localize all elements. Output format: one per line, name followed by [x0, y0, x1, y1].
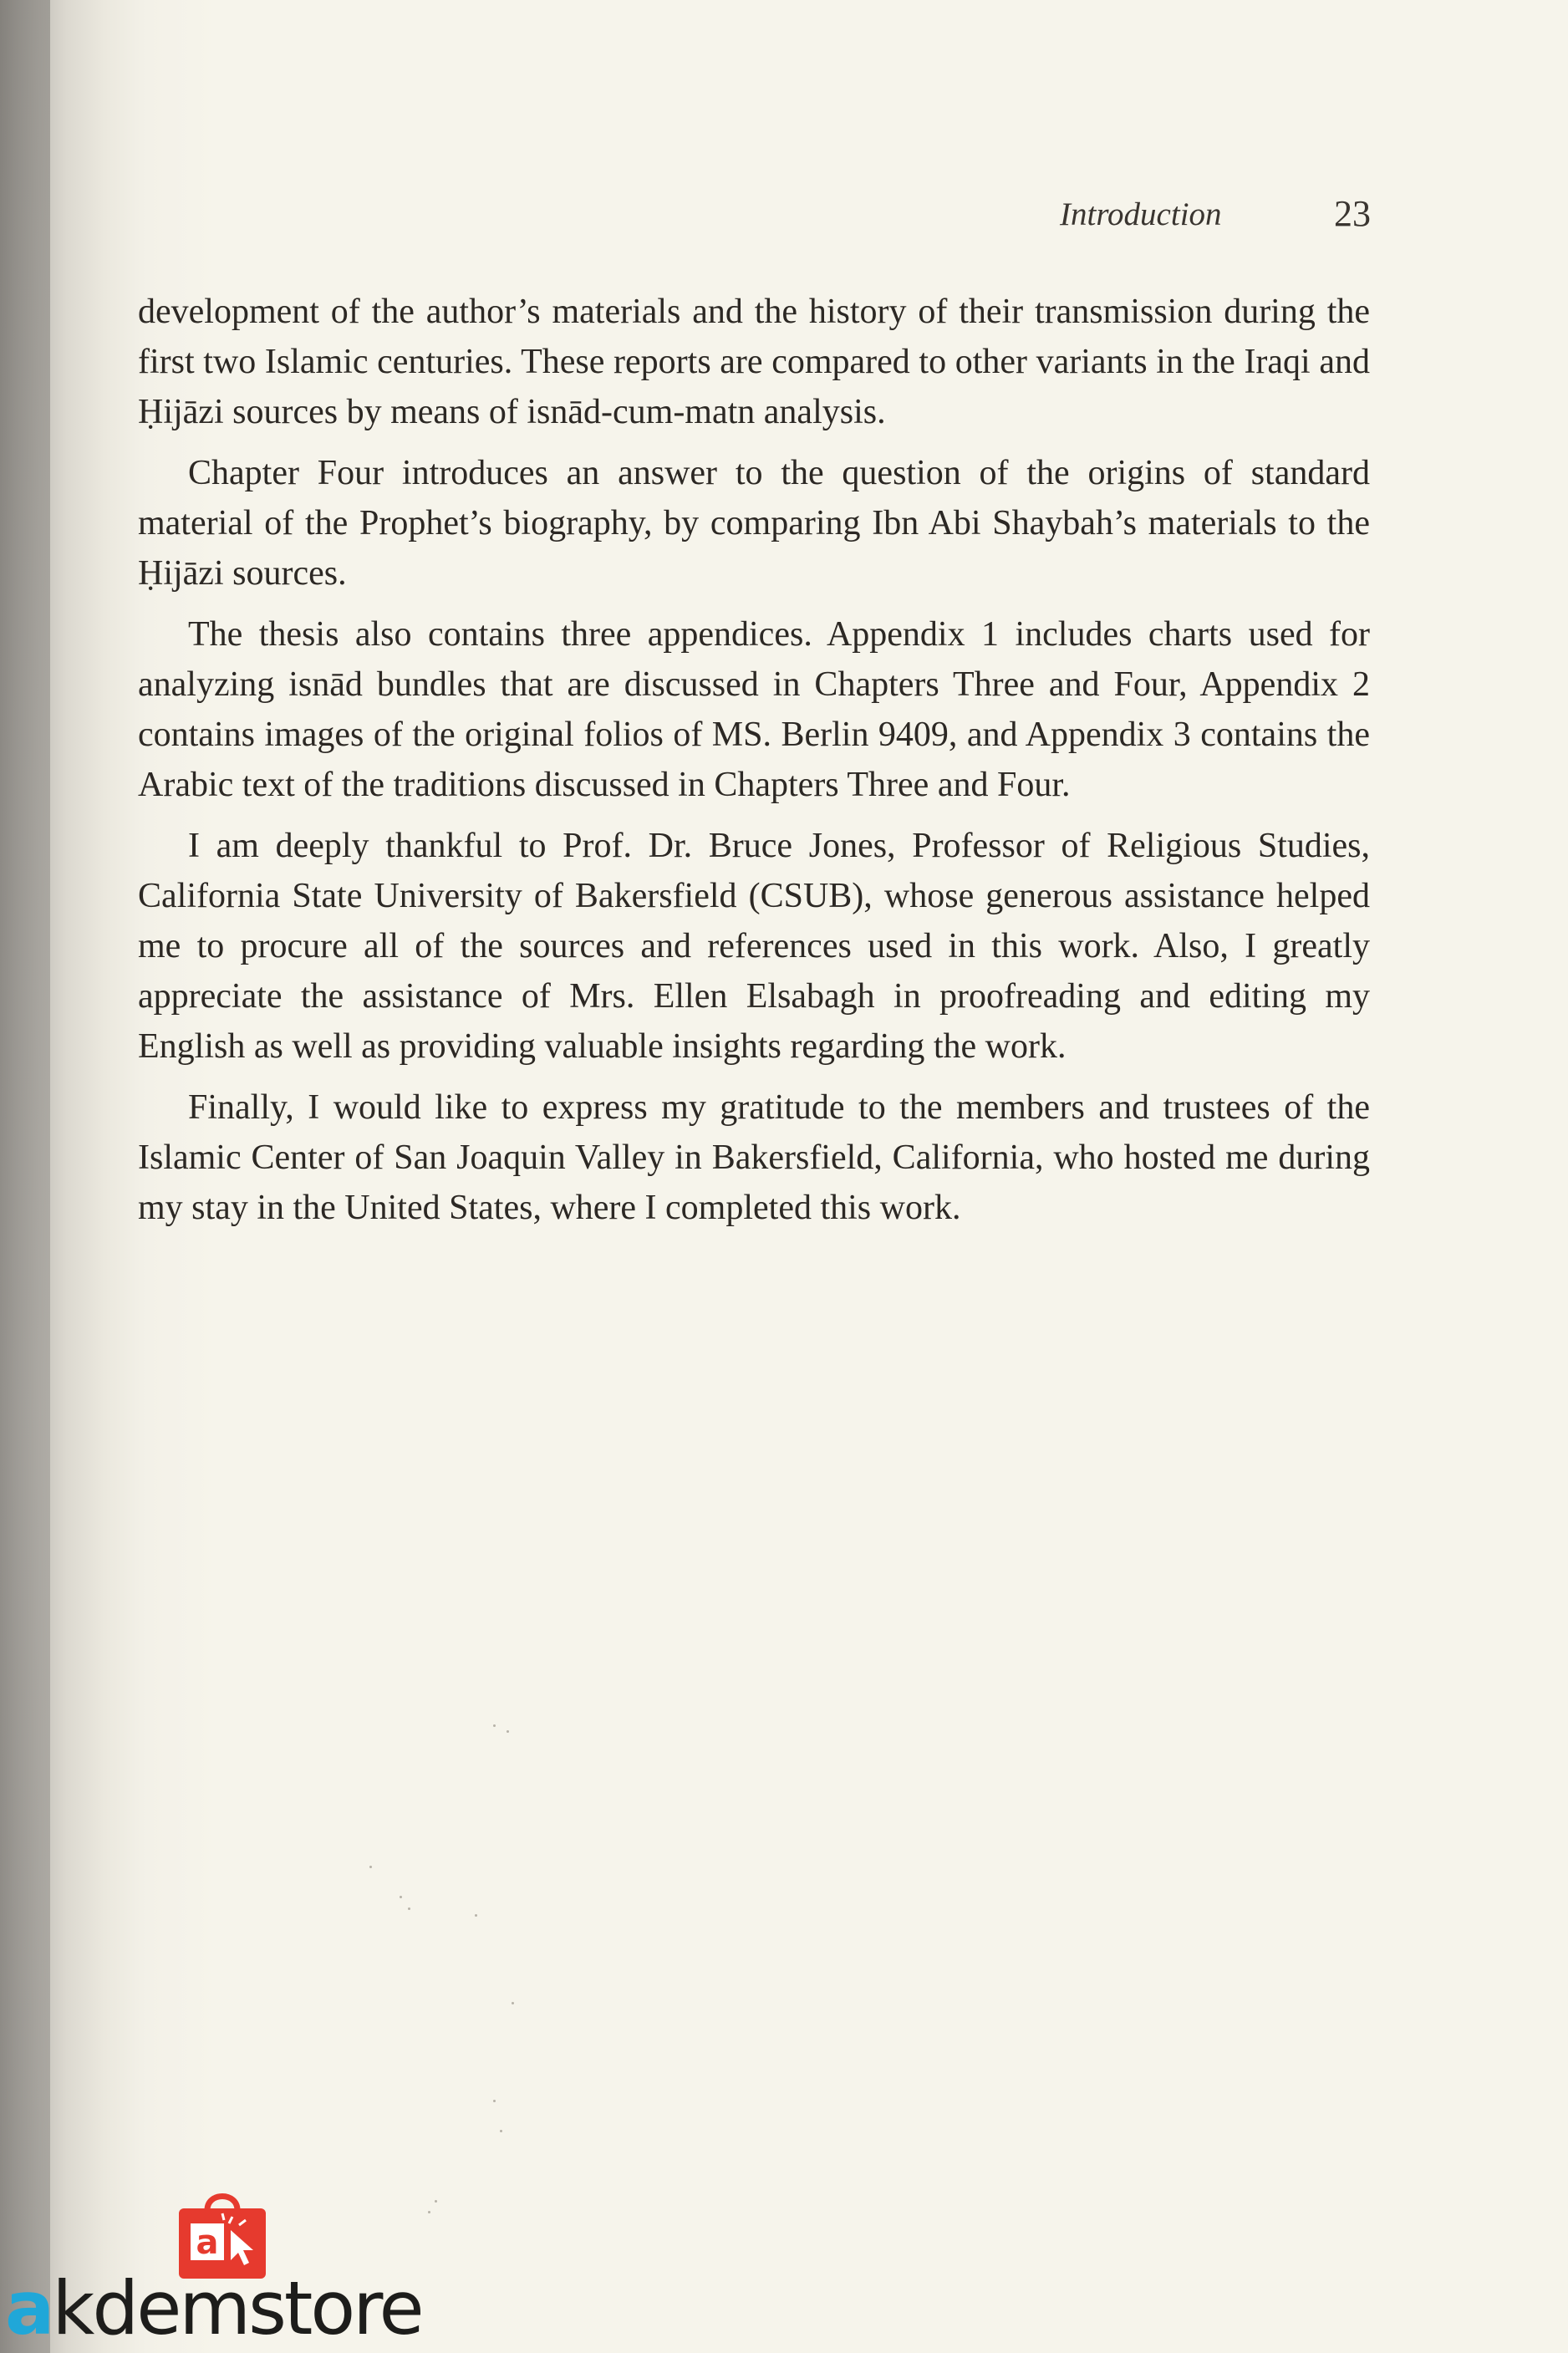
logo-first-letter: a [5, 2265, 53, 2351]
store-logo-text [5, 2267, 422, 2350]
running-header [961, 192, 1371, 239]
paragraph: The thesis also contains three appendices. Appendix 1 includes charts used for analyzing isnād bundles that are discussed in Chapters Three and Four, Appendix 2 contains images of the original folios of MS. Berlin 9409, and Appendix 3 contains the Arabic text of the traditions discussed in Chapters Three and Four. [138, 615, 1370, 804]
page-number: 23 [1334, 193, 1371, 234]
paragraph: Chapter Four introduces an answer to the question of the origins of standard material of the Prophet’s biography, by comparing Ibn Abi Shaybah’s materials to the Ḥijāzi sources. [138, 454, 1370, 593]
logo-rest: kdemstore [52, 2265, 422, 2351]
bag-letter: a [196, 2223, 219, 2262]
paragraph: development of the author’s materials and the history of their transmission during the first two Islamic centuries. These reports are compared to other variants in the Iraqi and Ḥijāzi sources by means of isnād-cum-matn analysis. [138, 293, 1370, 431]
gutter-shadow [0, 0, 53, 2353]
body-text [138, 287, 1370, 1244]
store-watermark [0, 2173, 451, 2353]
running-header-title: Introduction [1060, 196, 1222, 232]
paragraph: I am deeply thankful to Prof. Dr. Bruce Jones, Professor of Religious Studies, California State University of Bakersfield (CSUB), whose generous assistance helped me to procure all of the sources and references used in this work. Also, I greatly appreciate the assistance of Mrs. Ellen Elsabagh in proofreading and editing my English as well as providing valuable insights regarding the work. [138, 827, 1370, 1066]
paragraph: Finally, I would like to express my gratitude to the members and trustees of the Islamic Center of San Joaquin Valley in Bakersfield, California, who hosted me during my stay in the United States, where I completed this work. [138, 1088, 1370, 1227]
